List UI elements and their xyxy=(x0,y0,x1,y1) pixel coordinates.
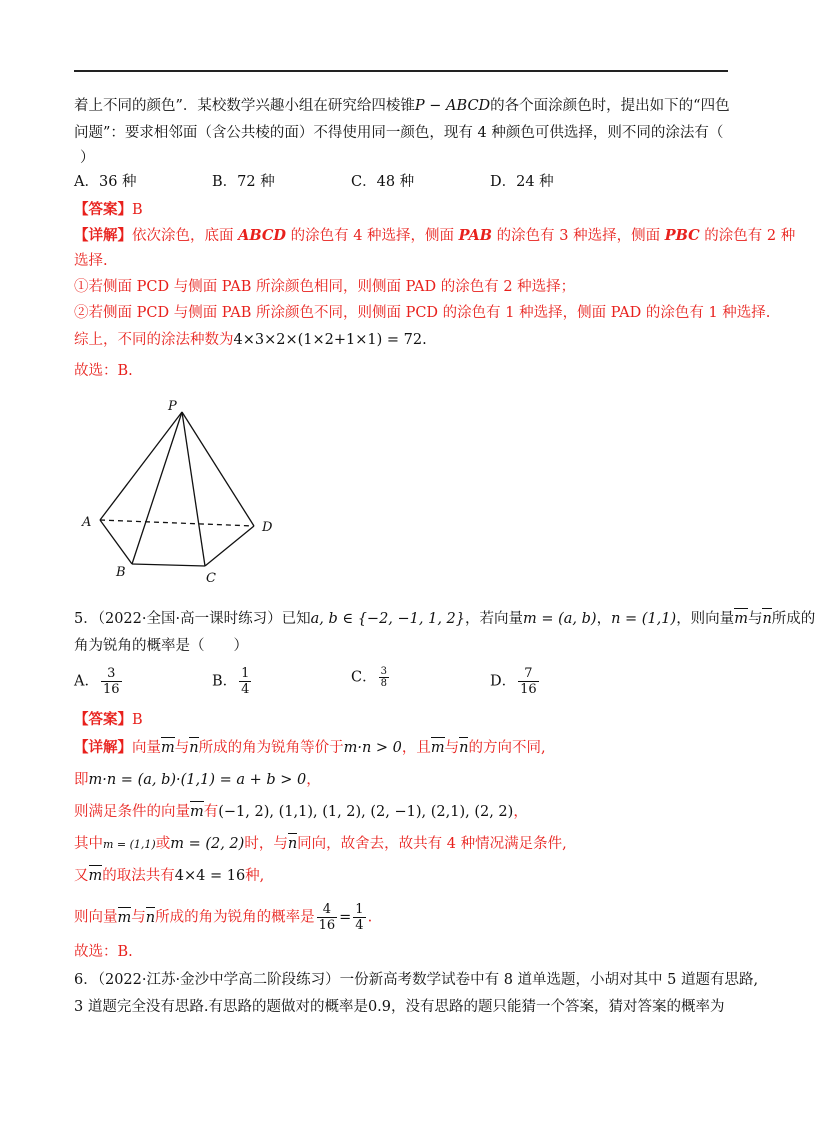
edge-cd xyxy=(205,526,254,566)
edge-pb xyxy=(132,412,182,564)
q4-line-2: 问题”：要求相邻面（含公共棱的面）不得使用同一颜色，现有 4 种颜色可供选择，则不同的涂法有（ xyxy=(74,125,724,141)
label-a: A xyxy=(82,515,92,530)
q5-option-c: C． $\frac{3}{8}$ xyxy=(351,666,387,689)
edge-pd xyxy=(182,412,254,526)
edge-ad-hidden xyxy=(100,520,254,526)
q5-detail-3: 则满足条件的向量m有(−1, 2), (1,1), (1, 2), (2, −1), (2,1), (2, 2)， xyxy=(74,804,528,820)
q5-detail-1: 【详解】向量m与n所成的角为锐角等价于m·n > 0，且m与n的方向不同, xyxy=(74,739,546,756)
q4-option-b: B．72 种 xyxy=(212,174,275,190)
label-d: D xyxy=(262,520,273,535)
q4-line-1: 着上不同的颜色”．某校数学兴趣小组在研究给四棱锥P − ABCD的各个面涂颜色时，提出如下的“四色 xyxy=(74,98,730,114)
q5-choose: 故选：B. xyxy=(74,944,133,960)
edge-bc xyxy=(132,564,205,566)
q5-option-a: A． $\frac{3}{16}$ xyxy=(74,666,120,697)
q6-line-1: 6．（2022·江苏·金沙中学高二阶段练习）一份新高考数学试卷中有 8 道单选题，小胡对其中 5 道题有思路, xyxy=(74,972,759,988)
q4-case-2: ②若侧面 PCD 与侧面 PAB 所涂颜色不同，则侧面 PCD 的涂色有 1 种选择，侧面 PAD 的涂色有 1 种选择. xyxy=(74,305,771,321)
q5-detail-2: 即m·n = (a, b)·(1,1) = a + b > 0， xyxy=(74,772,321,788)
q5-answer: 【答案】B xyxy=(74,711,143,728)
q6-line-2: 3 道题完全没有思路.有思路的题做对的概率是0.9，没有思路的题只能猜一个答案，猜对答案的概率为 xyxy=(74,999,725,1015)
label-b: B xyxy=(116,565,126,580)
q4-option-a: A．36 种 xyxy=(74,174,137,190)
q4-line-3: ） xyxy=(80,150,95,166)
q5-option-d: D． $\frac{7}{16}$ xyxy=(490,666,537,697)
q4-case-1: ①若侧面 PCD 与侧面 PAB 所涂颜色相同，则侧面 PAD 的涂色有 2 种选择； xyxy=(74,279,576,295)
q5-detail-4: 其中m = (1,1)或m = (2, 2)时，与n同向，故舍去，故共有 4 种情况满足条件, xyxy=(74,836,567,852)
edge-pa xyxy=(100,412,182,520)
q5-option-b: B． $\frac{1}{4}$ xyxy=(212,666,250,697)
label-c: C xyxy=(206,571,216,586)
q5-detail-6: 则向量m与n所成的角为锐角的概率是 $\frac{4}{16}$ = $\frac{1}{4}$ . xyxy=(74,902,373,933)
q5-line-1: 5．（2022·全国·高一课时练习）已知a, b ∈ {−2, −1, 1, 2}，若向量m = (a, b)，n = (1,1)，则向量m与n所成的 xyxy=(74,611,815,627)
q4-detail-line-1: 【详解】依次涂色，底面 ABCD 的涂色有 4 种选择，侧面 PAB 的涂色有 3 种选择，侧面 PBC 的涂色有 2 种 xyxy=(74,227,796,244)
q4-detail-line-2: 选择. xyxy=(74,253,108,269)
header-rule xyxy=(74,70,728,72)
q4-answer: 【答案】B xyxy=(74,201,143,218)
q5-detail-5: 又m的取法共有4×4 = 16种, xyxy=(74,868,265,884)
q4-choose: 故选：B. xyxy=(74,363,133,379)
edge-ab xyxy=(100,520,132,564)
q5-line-2: 角为锐角的概率是（ ） xyxy=(74,638,248,654)
pyramid-figure xyxy=(70,390,290,590)
q4-summary: 综上，不同的涂法种数为4×3×2×(1×2+1×1) = 72. xyxy=(74,332,427,348)
q4-option-d: D．24 种 xyxy=(490,174,554,190)
q4-option-c: C．48 种 xyxy=(351,174,415,190)
edge-pc xyxy=(182,412,205,566)
label-p: P xyxy=(168,399,177,414)
